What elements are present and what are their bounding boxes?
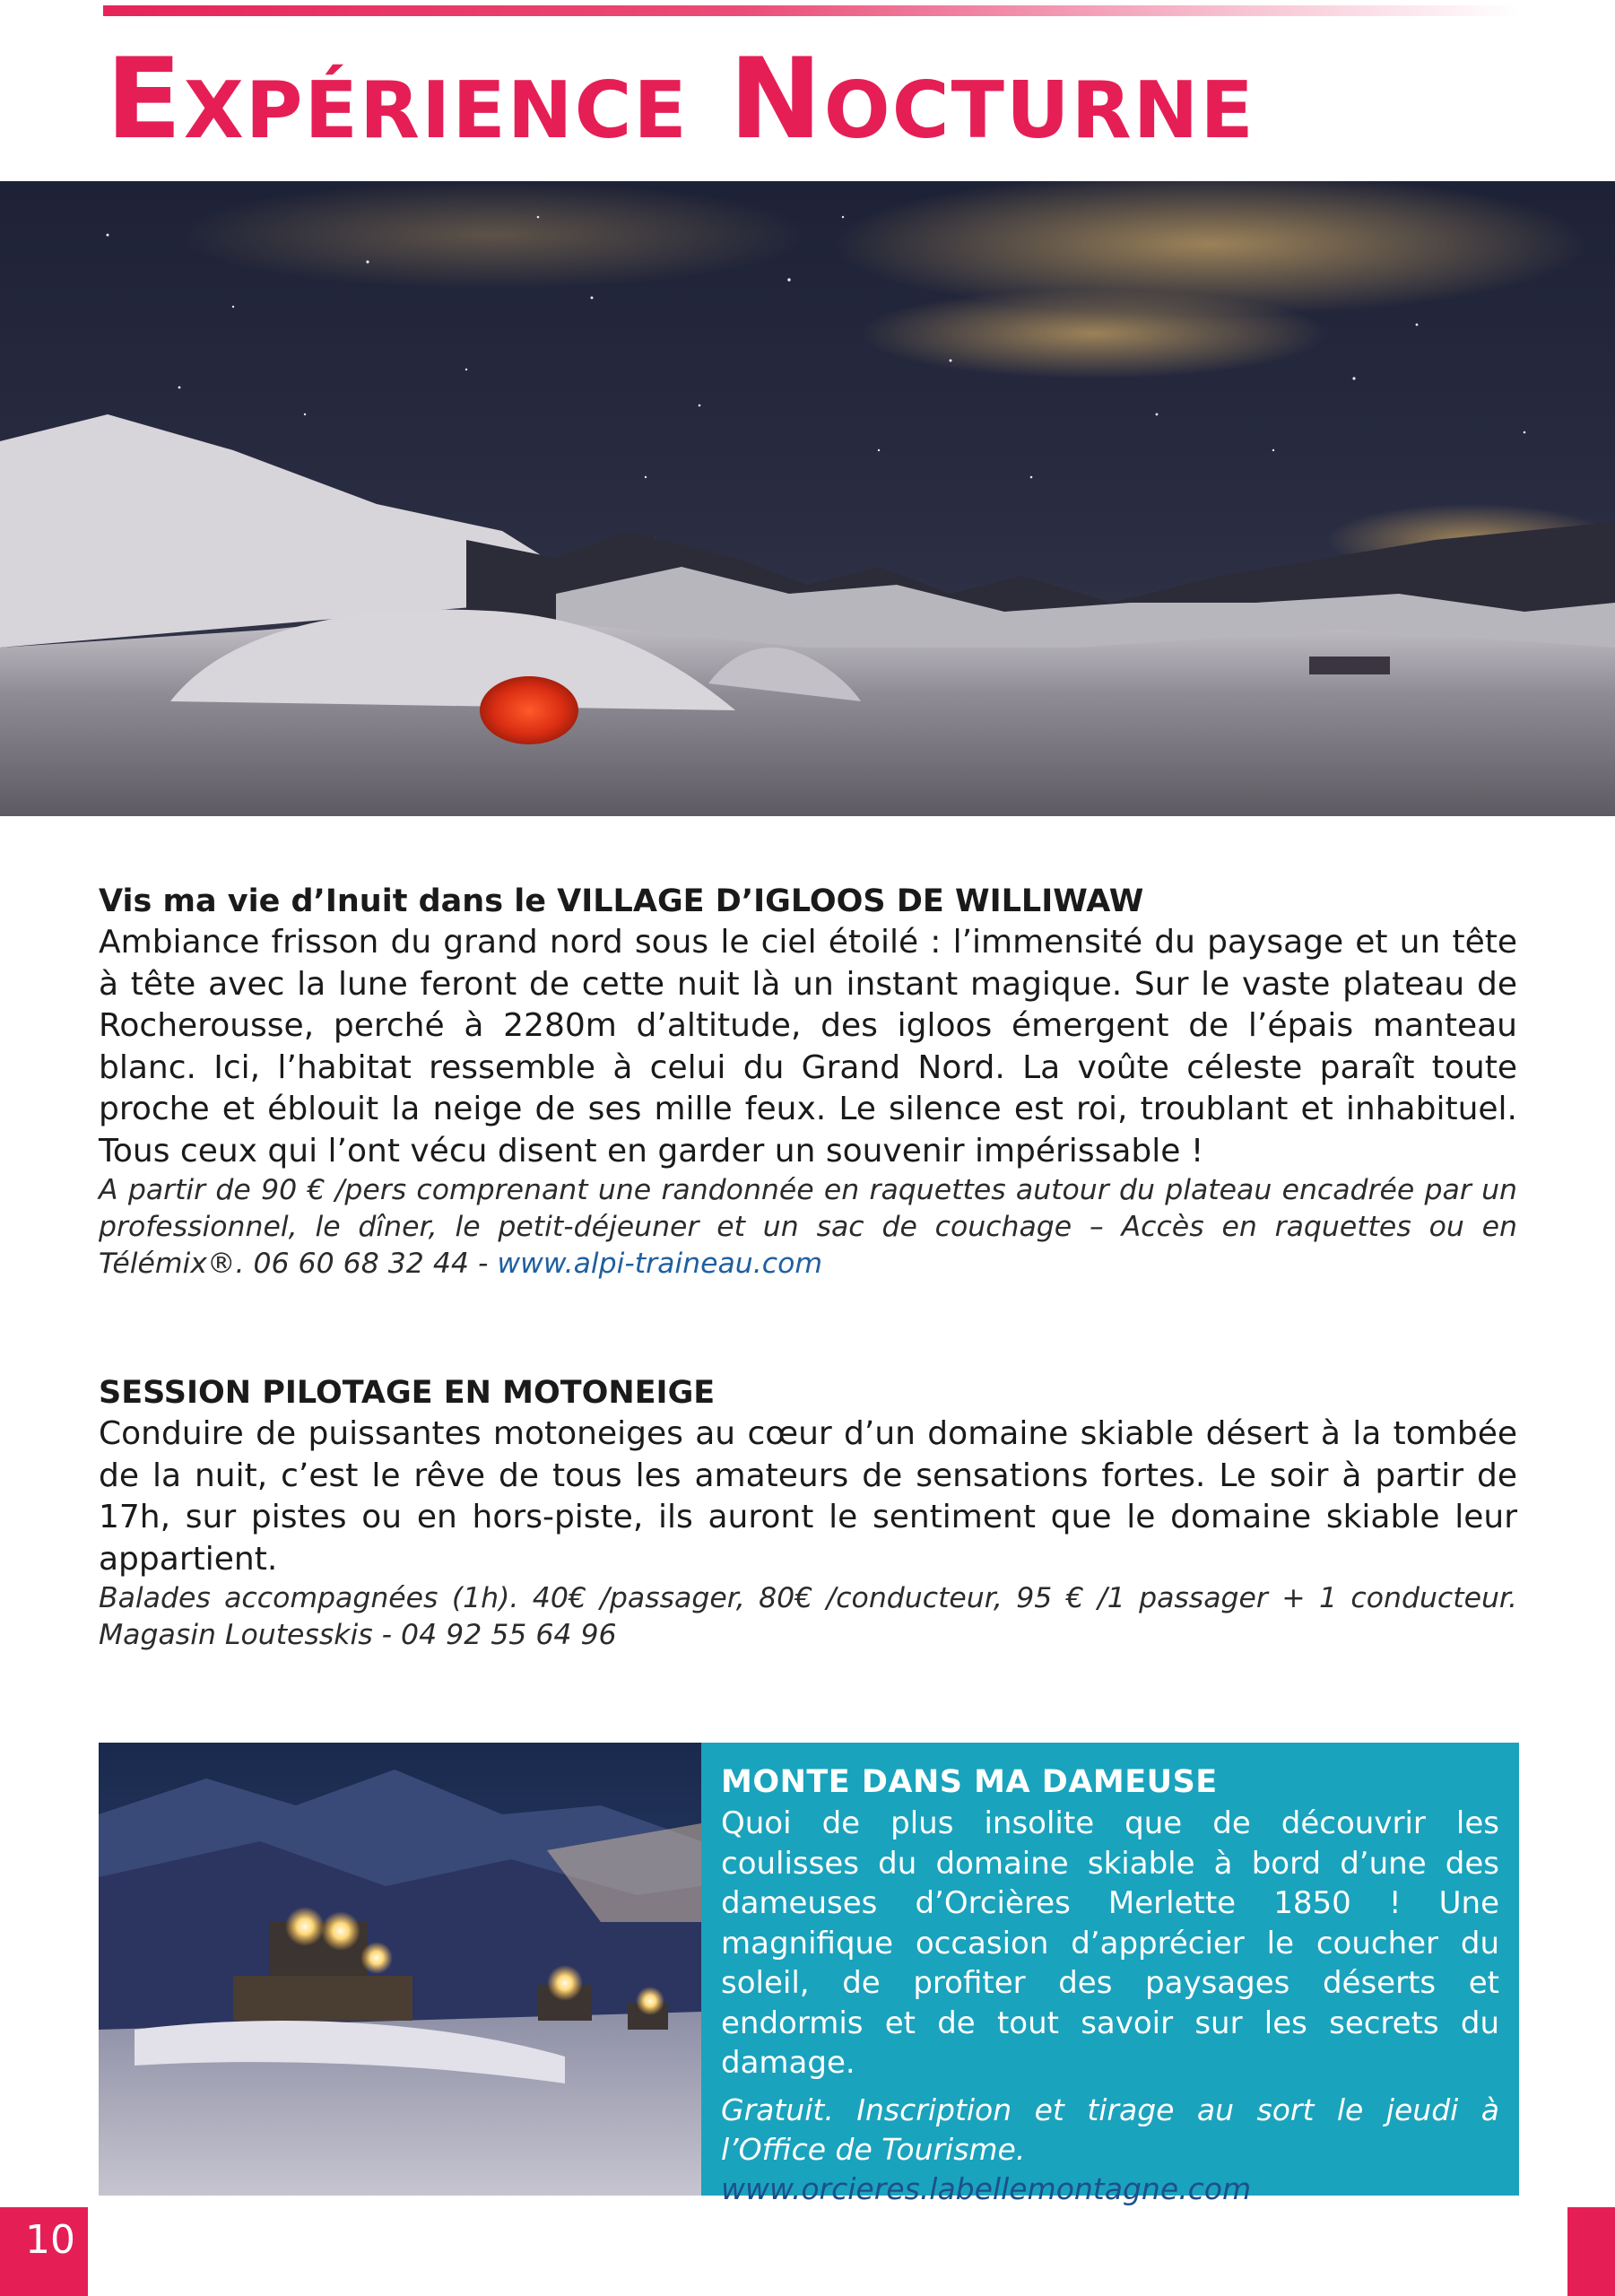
igloo-section-title: Vis ma vie d’Inuit dans le VILLAGE D’IGLOOS DE WILLIWAW xyxy=(99,883,1144,919)
night-igloo-village-photo xyxy=(0,181,1615,816)
snow-groomers-at-dusk-photo xyxy=(99,1743,701,2196)
dameuse-info-box xyxy=(701,1743,1519,2206)
dameuse-box-body: Quoi de plus insolite que de découvrir les coulisses du domaine skiable à bord d’une des dameuses d’Orcières Merlette 1850 ! Une magnifique occasion d’apprécier le coucher du soleil, de profiter des paysages déserts et endormis et de tout savoir sur les secrets du damage. xyxy=(721,1805,1499,2081)
dameuse-box-title: MONTE DANS MA DAMEUSE xyxy=(721,1764,1218,1800)
motoneige-section-body: Conduire de puissantes motoneiges au cœur d’un domaine skiable désert à la tombée de la nuit, c’est le rêve de tous les amateurs de sensations fortes. Le soir à partir de 17h, sur pistes ou en hors-piste, ils auront le sentiment que le domaine skiable leur appartient. xyxy=(99,1415,1517,1578)
page-title: Expérience Nocturne xyxy=(106,35,1255,164)
corner-accent-block xyxy=(1567,2207,1615,2296)
motoneige-section-info: Balades accompagnées (1h). 40€ /passager, 80€ /conducteur, 95 € /1 passager + 1 conducteur. Magasin Loutesskis - 04 92 55 64 96 xyxy=(99,1582,1517,1651)
igloo-section-info xyxy=(99,1172,1517,1283)
orcieres-link[interactable]: www.orcieres.labellemontagne.com xyxy=(721,2170,1252,2206)
page-number: 10 xyxy=(25,2217,75,2263)
motoneige-section-title: SESSION PILOTAGE EN MOTONEIGE xyxy=(99,1375,716,1411)
top-accent-rule xyxy=(103,5,1520,16)
igloo-village-section xyxy=(99,881,1517,1283)
igloo-section-body: Ambiance frisson du grand nord sous le ciel étoilé : l’immensité du paysage et un tête à tête avec la lune feront de cette nuit là un instant magique. Sur le vaste plateau de Rocherousse, perché à 2280m d’altitude, des igloos émergent de l’épais manteau blanc. Ici, l’habitat ressemble à celui du Grand Nord. La voûte céleste paraît toute proche et éblouit la neige de ses mille feux. Le silence est roi, troublant et inhabituel. Tous ceux qui l’ont vécu disent en garder un souvenir impérissable ! xyxy=(99,924,1517,1170)
motoneige-section xyxy=(99,1372,1517,1654)
alpi-traineau-link[interactable]: www.alpi-traineau.com xyxy=(497,1248,823,1280)
dameuse-box-info: Gratuit. Inscription et tirage au sort le jeudi à l’Office de Tourisme. xyxy=(721,2092,1499,2167)
igloo-info-text: A partir de 90 € /pers comprenant une randonnée en raquettes autour du plateau encadrée par un professionnel, le dîner, le petit-déjeuner et un sac de couchage – Accès en raquettes ou en Télémix®. 06 60 68 32 44 - xyxy=(99,1174,1517,1280)
